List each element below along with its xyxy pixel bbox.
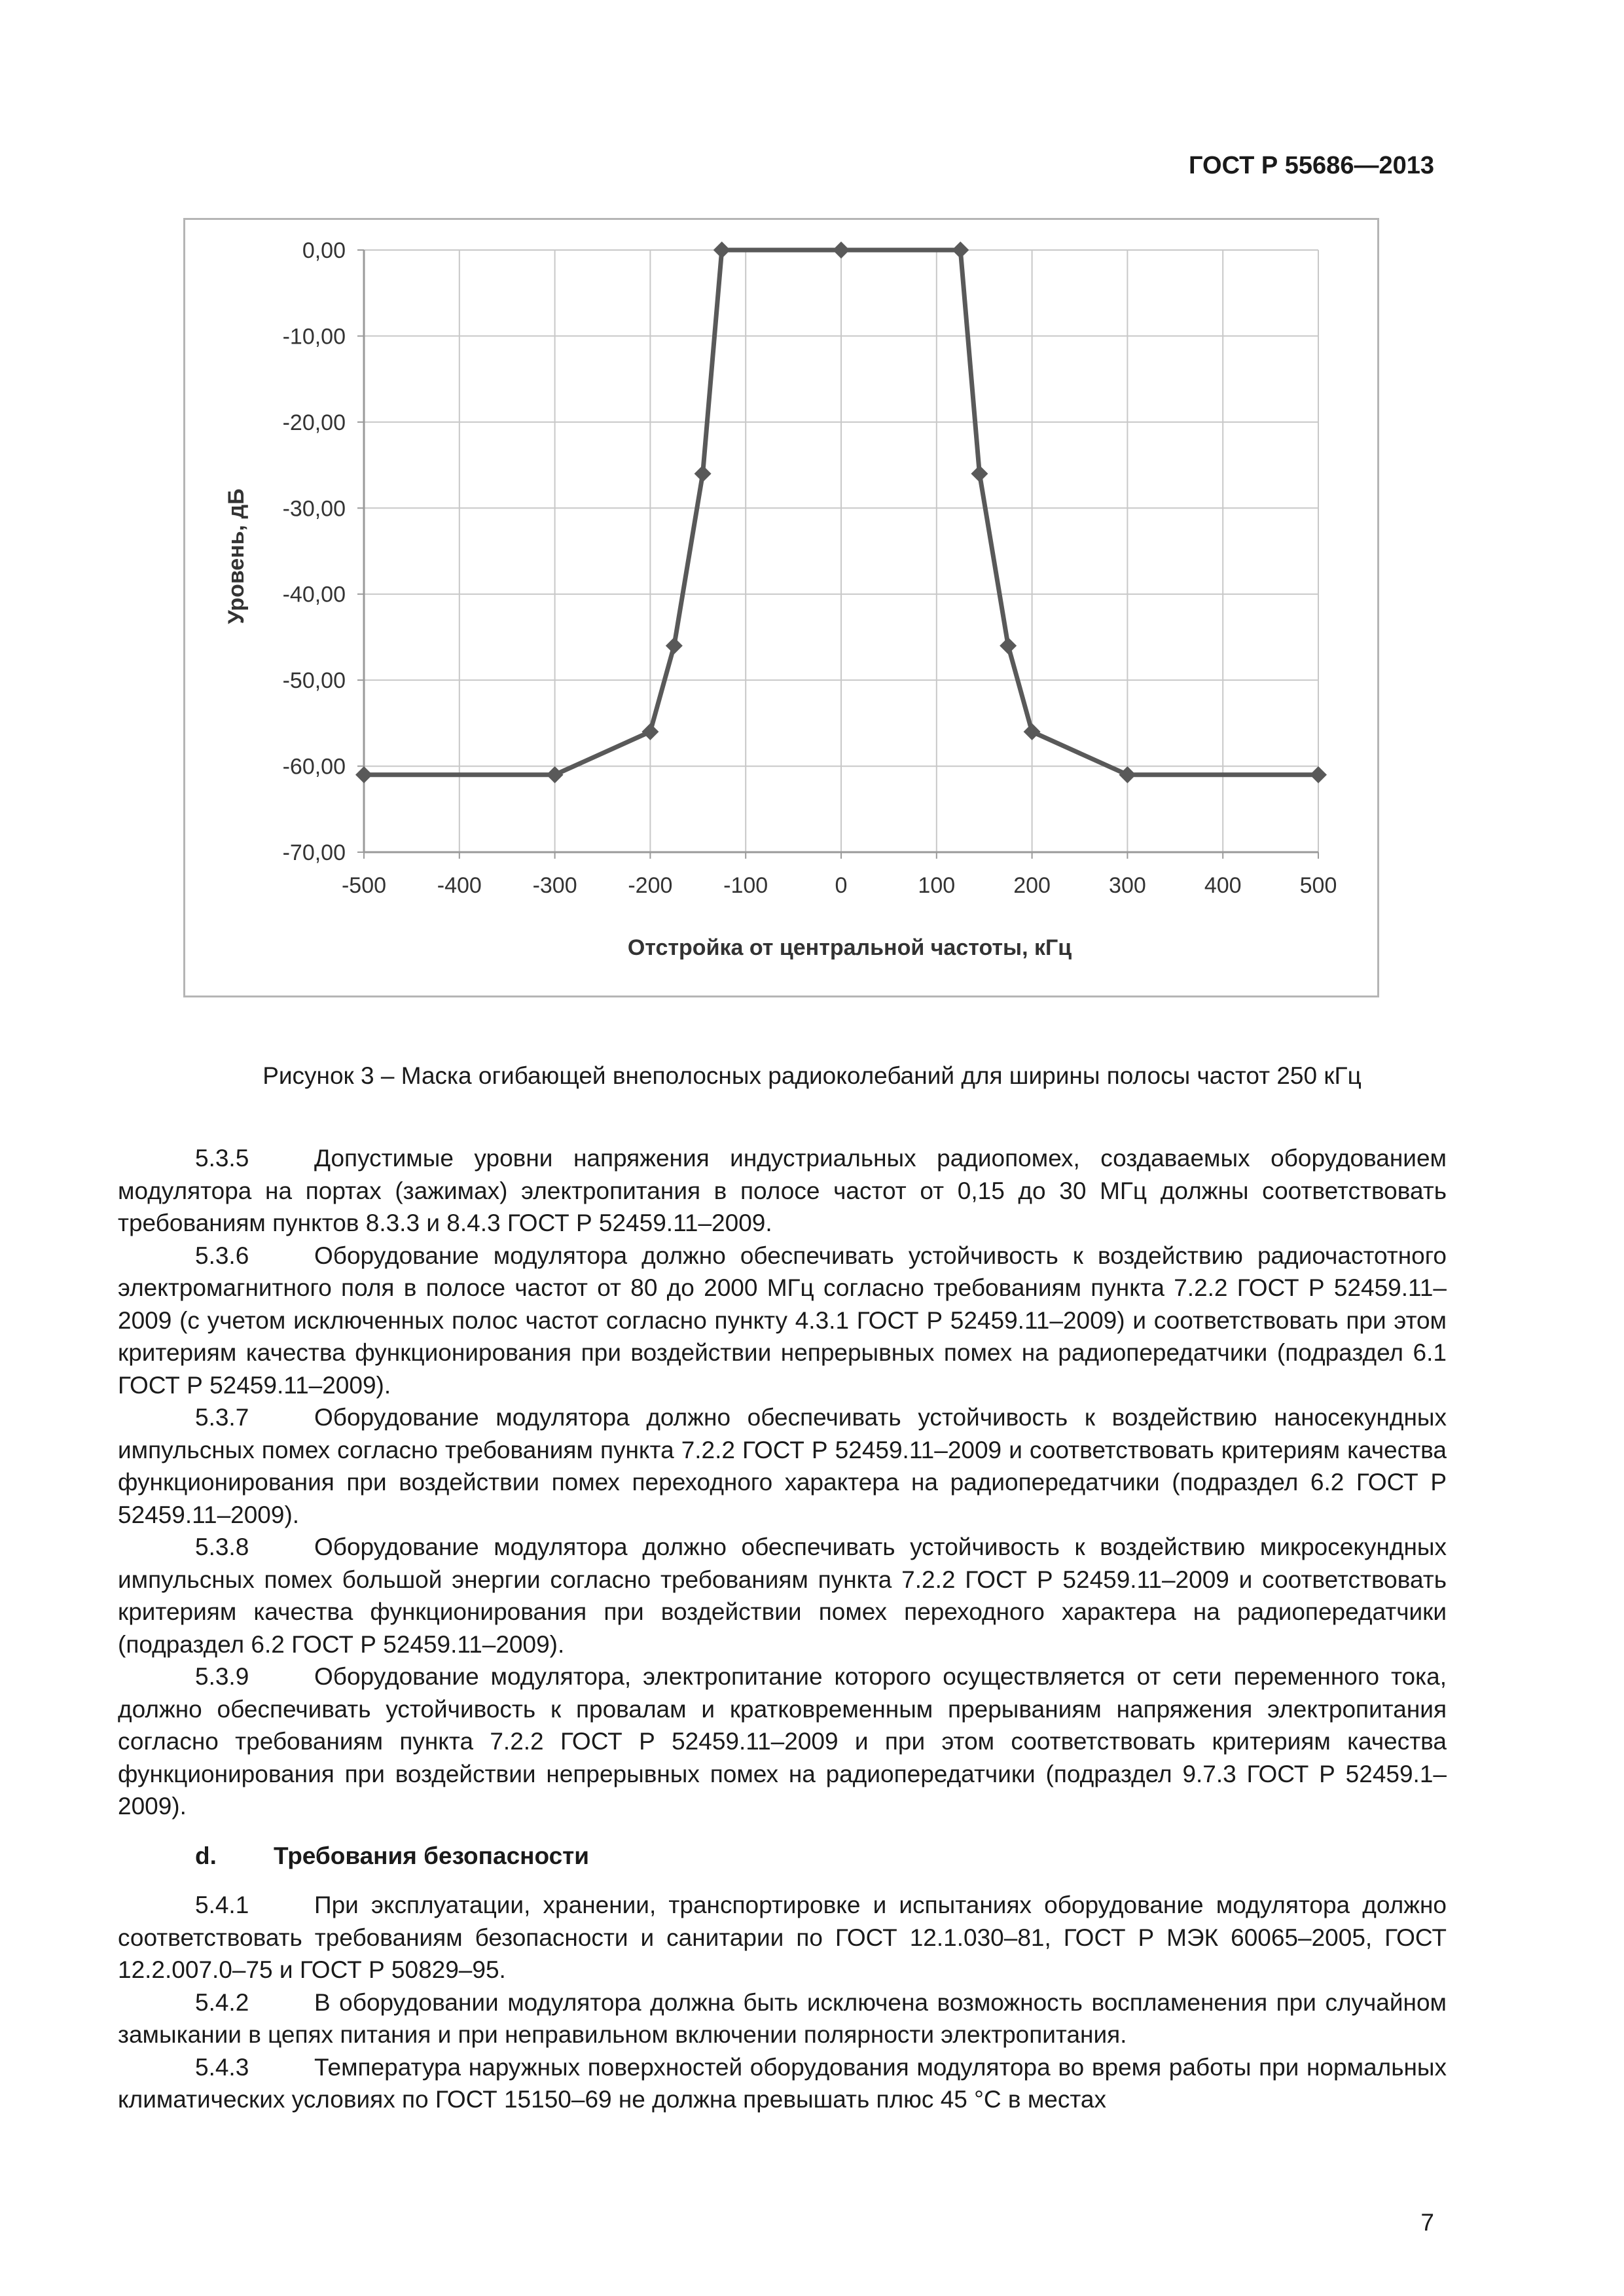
data-point-marker <box>695 465 712 482</box>
clause-number: 5.3.7 <box>195 1404 249 1431</box>
x-tick-label: -200 <box>628 873 673 898</box>
data-point-marker <box>1000 637 1017 655</box>
data-point-marker <box>833 242 850 259</box>
figure-caption: Рисунок 3 – Маска огибающей внеполосных радиоколебаний для ширины полосы частот 250 кГц <box>262 1062 1362 1089</box>
clause-text: Оборудование модулятора должно обеспечивать устойчивость к воздействию радиочастотного электромагнитного поля в полосе частот от 80 до 2000 МГц согласно требованиям пункта 7.2.2 ГОСТ Р 52459.11–2009 (с учетом исключенных полос частот согласно пункту 4.3.1 ГОСТ Р 52459.11–2009) и соответствовать при этом критериям качества функционирования при воздействии непрерывных помех на радиопередатчики (подраздел 6.1 ГОСТ Р 52459.11–2009). <box>118 1242 1447 1399</box>
clause-number: 5.4.2 <box>195 1988 249 2016</box>
y-tick-labels <box>283 238 346 865</box>
x-axis-title: Отстройка от центральной частоты, кГц <box>627 935 1072 960</box>
clause-text: Оборудование модулятора, электропитание которого осуществляется от сети переменного тока, должно обеспечивать устойчивость к провалам и кратковременным прерываниям напряжения электропитания согласно требованиям пункта 7.2.2 ГОСТ Р 52459.11–2009 и при этом соответствовать критериям качества функционирования при воздействии непрерывных помех на радиопередатчики (подраздел 9.7.3 ГОСТ Р 52459.1–2009). <box>118 1663 1447 1820</box>
x-tick-label: 0 <box>835 873 848 898</box>
data-point-marker <box>666 637 683 655</box>
paragraph-5-4-2 <box>118 1986 1447 2051</box>
clause-number: 5.4.1 <box>195 1892 249 1918</box>
y-tick-label: -60,00 <box>282 754 346 780</box>
y-tick-label: -20,00 <box>282 410 346 435</box>
data-point-marker <box>1310 766 1327 783</box>
x-tick-label: 300 <box>1109 873 1146 898</box>
x-tick-labels <box>342 873 1337 898</box>
paragraph-5-3-6 <box>118 1240 1447 1402</box>
y-tick-label: -30,00 <box>282 496 346 522</box>
data-point-marker <box>971 465 988 482</box>
clause-number: 5.3.6 <box>195 1242 249 1269</box>
paragraph-5-4-3 <box>118 2051 1447 2116</box>
paragraph-5-3-7 <box>118 1401 1447 1531</box>
clause-number: 5.3.9 <box>195 1663 249 1690</box>
clause-number: 5.3.5 <box>195 1145 249 1172</box>
y-tick-label: 0,00 <box>302 238 346 263</box>
data-point-marker <box>1119 766 1136 783</box>
clause-text: При эксплуатации, хранении, транспортировке и испытаниях оборудование модулятора должно соответствовать требованиям безопасности и санитарии по ГОСТ 12.1.030–81, ГОСТ Р МЭК 60065–2005, ГОСТ 12.2.007.0–75 и ГОСТ Р 50829–95. <box>118 1892 1447 1983</box>
x-tick-label: -300 <box>532 873 577 898</box>
data-point-marker <box>355 766 372 783</box>
document-body <box>118 1142 1447 2116</box>
page-number: 7 <box>1420 2209 1434 2236</box>
paragraph-5-3-8 <box>118 1531 1447 1660</box>
clause-text: Температура наружных поверхностей оборудования модулятора во время работы при нормальных климатических условиях по ГОСТ 15150–69 не должна превышать плюс 45 °С в местах <box>118 2053 1447 2113</box>
paragraph-5-3-9 <box>118 1660 1447 1823</box>
x-tick-label: 500 <box>1299 873 1337 898</box>
section-heading <box>118 1840 1447 1873</box>
data-point-marker <box>641 723 659 740</box>
chart-grid <box>357 250 1318 859</box>
x-tick-label: -100 <box>723 873 768 898</box>
section-title-text: Требования безопасности <box>274 1842 590 1869</box>
x-tick-label: 400 <box>1204 873 1242 898</box>
y-tick-label: -40,00 <box>282 582 346 607</box>
paragraph-5-3-5 <box>118 1142 1447 1240</box>
clause-text: В оборудовании модулятора должна быть исключена возможность воспламенения при случайном замыкании в цепях питания и при неправильном включении полярности электропитания. <box>118 1988 1447 2048</box>
x-tick-label: 100 <box>918 873 956 898</box>
clause-text: Допустимые уровни напряжения индустриальных радиопомех, создаваемых оборудованием модулятора на портах (зажимах) электропитания в полосе частот от 0,15 до 30 МГц должны соответствовать требованиям пунктов 8.3.3 и 8.4.3 ГОСТ Р 52459.11–2009. <box>118 1145 1447 1236</box>
data-point-marker <box>547 766 564 783</box>
y-axis-title: Уровень, дБ <box>224 488 249 624</box>
paragraph-5-4-1 <box>118 1889 1447 1986</box>
section-letter: d. <box>195 1842 217 1869</box>
standard-header: ГОСТ Р 55686—2013 <box>1189 152 1434 179</box>
clause-number: 5.3.8 <box>195 1534 249 1560</box>
x-tick-label: -400 <box>437 873 482 898</box>
clause-text: Оборудование модулятора должно обеспечивать устойчивость к воздействию микросекундных импульсных помех большой энергии согласно требованиям пункта 7.2.2 ГОСТ Р 52459.11–2009 и соответствовать критериям качества функционирования при воздействии помех переходного характера на радиопередатчики (подраздел 6.2 ГОСТ Р 52459.11–2009). <box>118 1534 1447 1658</box>
clause-number: 5.4.3 <box>195 2053 249 2081</box>
data-point-marker <box>952 242 969 259</box>
y-tick-label: -10,00 <box>282 324 346 350</box>
data-point-marker <box>713 242 731 259</box>
y-tick-label: -70,00 <box>282 840 346 865</box>
clause-text: Оборудование модулятора должно обеспечивать устойчивость к воздействию наносекундных импульсных помех согласно требованиям пункта 7.2.2 ГОСТ Р 52459.11–2009 и соответствовать критериям качества функционирования при воздействии помех переходного характера на радиопередатчики (подраздел 6.2 ГОСТ Р 52459.11–2009). <box>118 1404 1447 1528</box>
data-point-marker <box>1024 723 1041 740</box>
x-tick-label: -500 <box>341 873 387 898</box>
x-tick-label: 200 <box>1013 873 1051 898</box>
y-tick-label: -50,00 <box>282 668 346 694</box>
